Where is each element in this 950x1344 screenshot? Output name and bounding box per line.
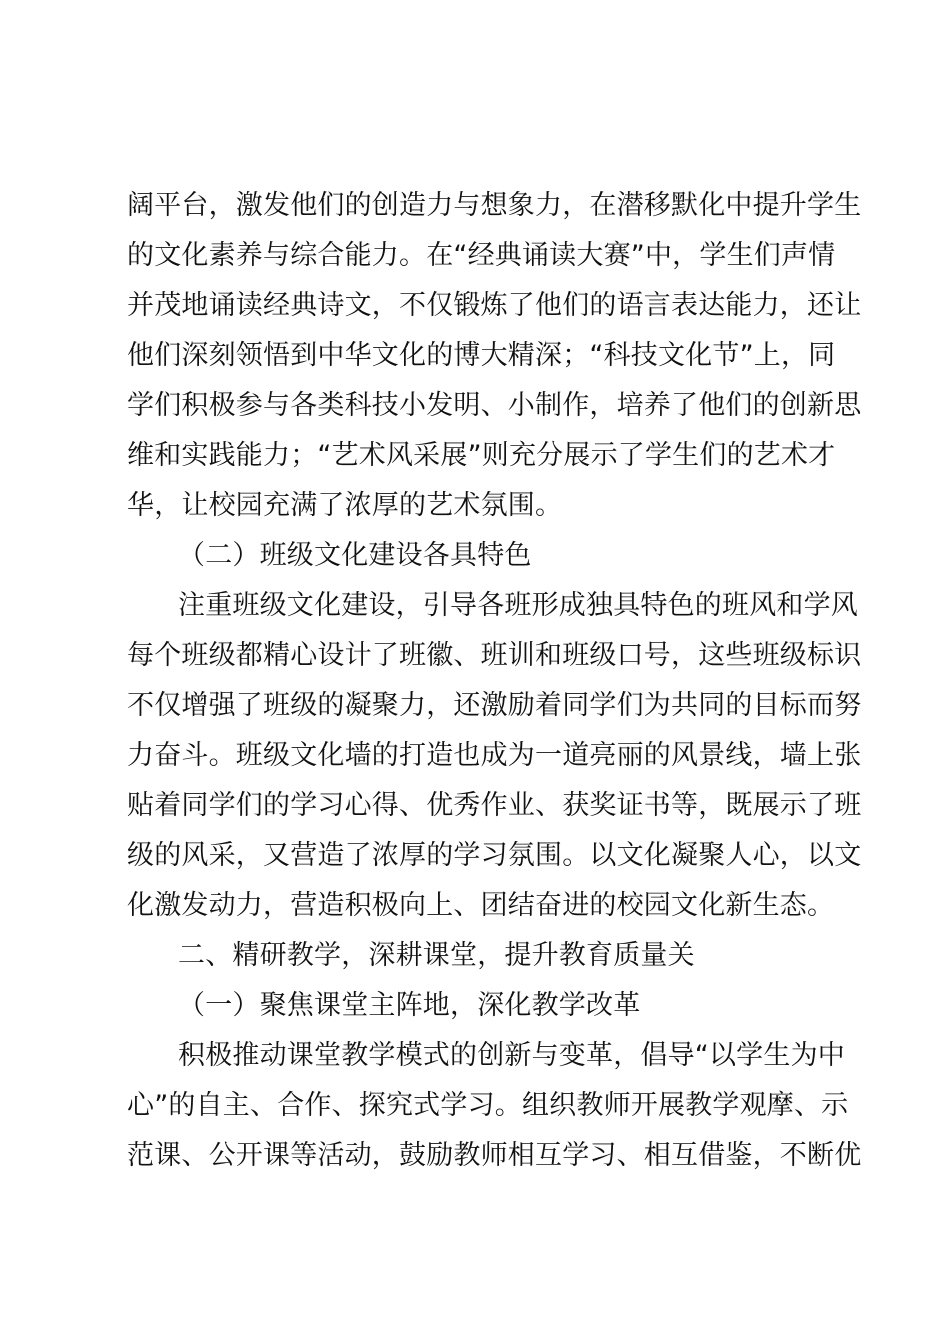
paragraph-line: 他们深刻领悟到中华文化的博大精深；“科技文化节”上，同	[127, 340, 836, 371]
paragraph-line: 维和实践能力；“艺术风采展”则充分展示了学生们的艺术才	[127, 440, 836, 471]
section-heading: （一）聚焦课堂主阵地，深化教学改革	[178, 990, 641, 1021]
paragraph-line: 注重班级文化建设，引导各班形成独具特色的班风和学风	[178, 590, 858, 621]
paragraph-line: 并茂地诵读经典诗文，不仅锻炼了他们的语言表达能力，还让	[127, 290, 862, 321]
paragraph-line: 化激发动力，营造积极向上、团结奋进的校园文化新生态。	[127, 890, 835, 921]
paragraph-line: 不仅增强了班级的凝聚力，还激励着同学们为共同的目标而努	[127, 690, 862, 721]
paragraph-line: 每个班级都精心设计了班徽、班训和班级口号，这些班级标识	[127, 640, 862, 671]
paragraph-line: 贴着同学们的学习心得、优秀作业、获奖证书等，既展示了班	[127, 790, 862, 821]
paragraph-line: 级的风采，又营造了浓厚的学习氛围。以文化凝聚人心，以文	[127, 840, 862, 871]
paragraph-line: 心”的自主、合作、探究式学习。组织教师开展教学观摩、示	[127, 1090, 849, 1121]
paragraph-line: 华，让校园充满了浓厚的艺术氛围。	[127, 490, 563, 521]
paragraph-line: 的文化素养与综合能力。在“经典诵读大赛”中，学生们声情	[127, 240, 836, 271]
paragraph-line: 积极推动课堂教学模式的创新与变革，倡导“以学生为中	[178, 1040, 845, 1071]
chapter-heading: 二、精研教学，深耕课堂，提升教育质量关	[178, 940, 695, 971]
paragraph-line: 阔平台，激发他们的创造力与想象力，在潜移默化中提升学生	[127, 190, 862, 221]
paragraph-line: 范课、公开课等活动，鼓励教师相互学习、相互借鉴，不断优	[127, 1140, 862, 1171]
paragraph-line: 力奋斗。班级文化墙的打造也成为一道亮丽的风景线，墙上张	[127, 740, 862, 771]
section-heading: （二）班级文化建设各具特色	[178, 540, 532, 571]
paragraph-line: 学们积极参与各类科技小发明、小制作，培养了他们的创新思	[127, 390, 862, 421]
